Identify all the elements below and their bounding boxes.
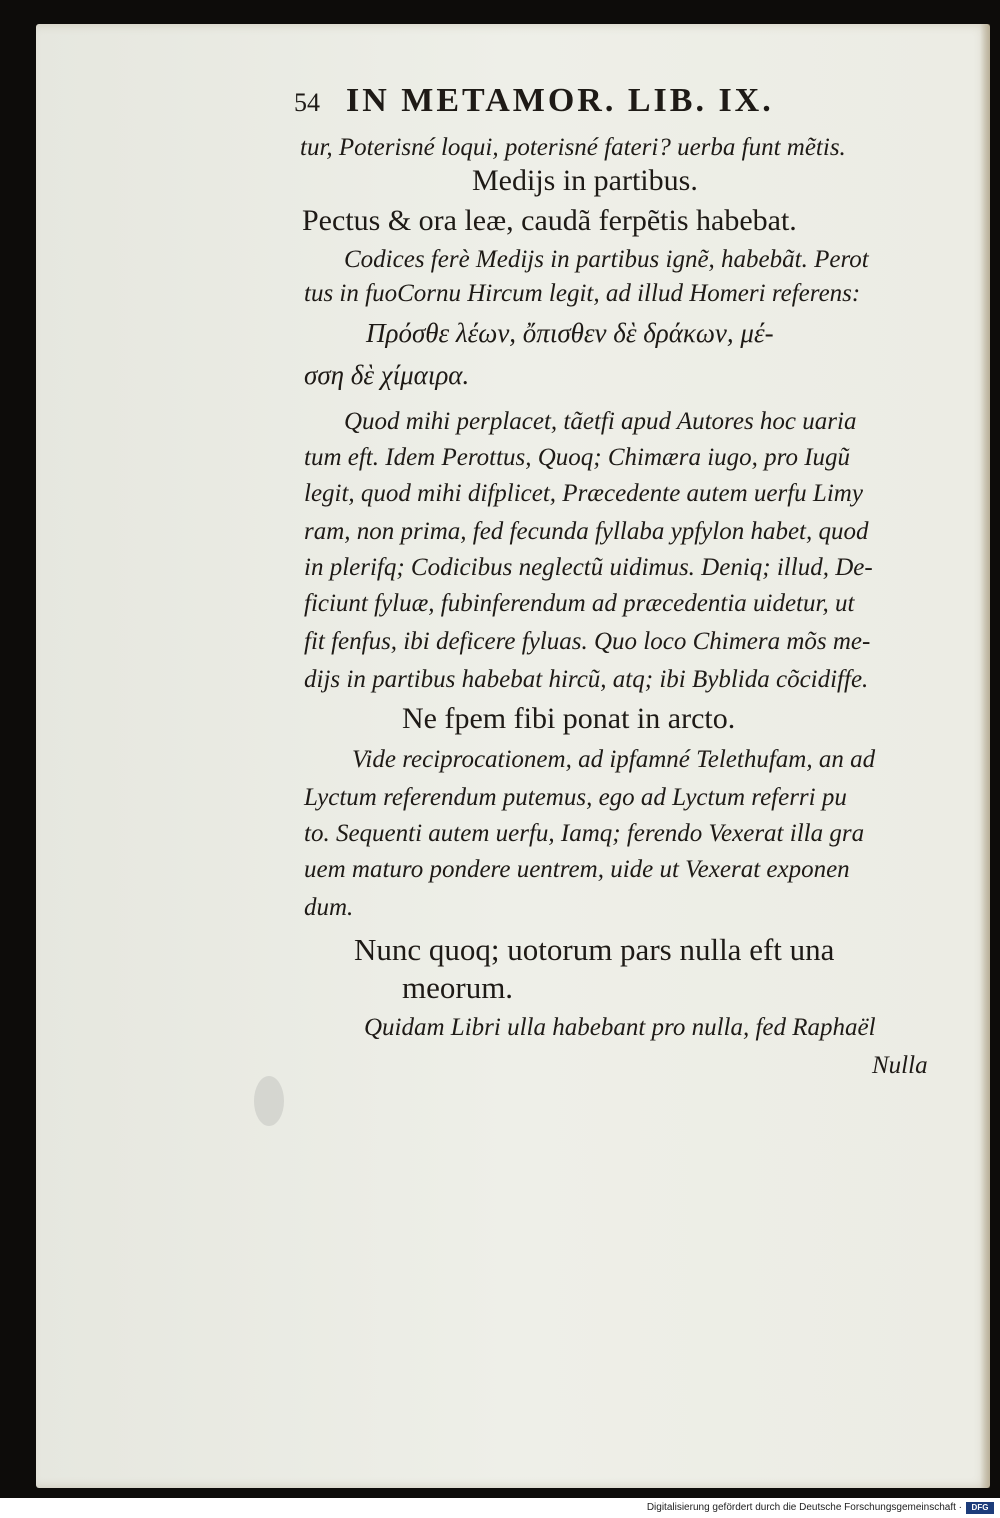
text-line: Codices ferè Medijs in partibus ignẽ, habebãt. Perot [344, 246, 869, 273]
text-line: tus in fuoCornu Hircum legit, ad illud Homeri referens: [304, 280, 861, 307]
text-line: tum eft. Idem Perottus, Quoq; Chimæra iugo, pro Iugũ [304, 444, 851, 471]
text-line: ficiunt fyluæ, fubinferendum ad præcedentia uidetur, ut [304, 590, 855, 617]
lemma-heading: meorum. [402, 970, 514, 1005]
text-line: uem maturo pondere uentrem, uide ut Vexerat exponen [304, 856, 850, 883]
page-text [36, 24, 990, 1124]
text-line: Vide reciprocationem, ad ipfamné Telethufam, an ad [352, 746, 876, 773]
lemma-heading: Pectus & ora leæ, caudã ferpẽtis habebat. [302, 204, 797, 237]
lemma-heading: Nunc quoq; uotorum pars nulla eft una [354, 932, 835, 967]
ink-smudge [254, 1076, 284, 1126]
text-line: legit, quod mihi difplicet, Præcedente autem uerfu Limy [304, 480, 863, 507]
lemma-heading: Medijs in partibus. [472, 164, 698, 197]
text-line: Quod mihi perplacet, tãetfi apud Autores hoc uaria [344, 408, 857, 435]
digitization-credit: Digitalisierung gefördert durch die Deutsche Forschungsgemeinschaft · [646, 1502, 962, 1513]
text-line: to. Sequenti autem uerfu, Iamq; ferendo Vexerat illa gra [304, 820, 865, 847]
text-line: ram, non prima, fed fecunda fyllaba ypfylon habet, quod [304, 518, 869, 545]
text-line: tur, Poterisné loqui, poterisné fateri? uerba funt mẽtis. [300, 134, 846, 161]
text-line: Quidam Libri ulla habebant pro nulla, fed Raphaël [364, 1014, 876, 1041]
text-line: Lyctum referendum putemus, ego ad Lyctum referri pu [304, 784, 847, 811]
running-header [294, 82, 774, 120]
greek-quote: σση δὲ χίμαιρα. [304, 360, 470, 390]
page-number: 54 [294, 88, 320, 117]
dfg-logo: DFG [966, 1502, 994, 1514]
running-head-title: IN METAMOR. LIB. IX. [346, 82, 774, 119]
greek-quote: Πρόσθε λέων, ὄπισθεν δὲ δράκων, μέ- [366, 318, 774, 348]
text-line: fit fenfus, ibi deficere fyluas. Quo loco Chimera mõs me- [304, 628, 871, 655]
book-page [36, 24, 990, 1488]
catchword: Nulla [872, 1052, 928, 1079]
text-line: dum. [304, 894, 354, 921]
text-line: dijs in partibus habebat hircũ, atq; ibi Byblida cõcidiffe. [304, 666, 869, 693]
text-line: in plerifq; Codicibus neglectũ uidimus. Deniq; illud, De- [304, 554, 873, 581]
lemma-heading: Ne fpem fibi ponat in arcto. [402, 702, 736, 735]
